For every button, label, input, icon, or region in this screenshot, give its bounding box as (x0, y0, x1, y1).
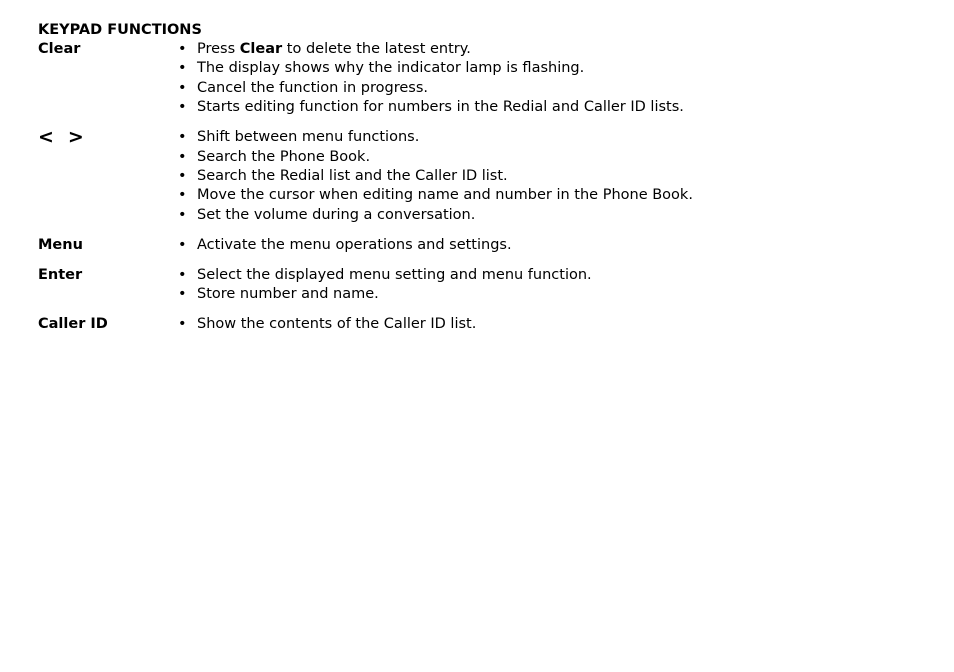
list-item-text-post: to delete the latest entry. (282, 41, 471, 57)
bullet-marker: • (178, 99, 187, 116)
list-item-text: Search the Phone Book. (197, 148, 371, 165)
list-item (178, 236, 918, 255)
list-item (178, 167, 918, 186)
list-item-keyword: Clear (239, 41, 283, 57)
bullet-marker: • (178, 79, 187, 96)
key-term-clear: Clear (38, 41, 81, 57)
arrow-right-key-label: > (67, 126, 84, 149)
keypad-section-caller-id (38, 315, 918, 334)
key-term-caller-id: Caller ID (38, 315, 108, 332)
list-item (178, 315, 918, 334)
key-term-enter: Enter (38, 266, 83, 283)
list-item (178, 206, 918, 225)
bullet-marker: • (178, 41, 187, 57)
bullet-marker: • (178, 285, 187, 302)
list-item (178, 186, 918, 205)
bullet-marker: • (178, 266, 187, 283)
function-list-arrows (178, 128, 918, 225)
bullet-marker: • (178, 187, 187, 204)
list-item (178, 128, 918, 147)
list-item (178, 266, 918, 285)
bullet-marker: • (178, 167, 187, 184)
list-item-text: Store number and name. (197, 285, 379, 302)
bullet-marker: • (178, 129, 187, 146)
keypad-section-menu (38, 236, 918, 255)
bullet-marker: • (178, 315, 187, 332)
list-item (178, 98, 918, 117)
bullet-marker: • (178, 236, 187, 253)
list-item (178, 285, 918, 304)
list-item-text: Shift between menu functions. (197, 129, 420, 146)
list-item-text: Activate the menu operations and settings. (197, 236, 512, 253)
list-item (178, 40, 918, 59)
document-page (38, 21, 918, 334)
list-item (178, 59, 918, 78)
list-item-text: Show the contents of the Caller ID list. (197, 315, 477, 332)
keypad-section-clear (38, 40, 918, 118)
function-list-menu (178, 236, 918, 255)
list-item-text: The display shows why the indicator lamp is flashing. (197, 60, 585, 77)
list-item-text: Move the cursor when editing name and number in the Phone Book. (197, 187, 693, 204)
list-item (178, 79, 918, 98)
list-item-text: Search the Redial list and the Caller ID list. (197, 167, 508, 184)
bullet-marker: • (178, 206, 187, 223)
bullet-marker: • (178, 148, 187, 165)
list-item-text: Set the volume during a conversation. (197, 206, 476, 223)
list-item-text: Cancel the function in progress. (197, 79, 429, 96)
keypad-section-enter (38, 266, 918, 305)
function-list-caller-id (178, 315, 918, 334)
key-term-menu: Menu (38, 236, 83, 253)
page-title: KEYPAD FUNCTIONS (38, 22, 202, 38)
bullet-marker: • (178, 60, 187, 77)
function-list-enter (178, 266, 918, 305)
list-item-text: Select the displayed menu setting and menu function. (197, 266, 592, 283)
list-item-text-pre: Press (197, 41, 240, 57)
list-item (178, 148, 918, 167)
key-term-arrows (38, 128, 178, 147)
arrow-left-key-label: < (38, 126, 54, 149)
keypad-section-arrows (38, 128, 918, 225)
list-item-text: Starts editing function for numbers in the Redial and Caller ID lists. (197, 99, 684, 116)
function-list-clear (178, 40, 918, 118)
